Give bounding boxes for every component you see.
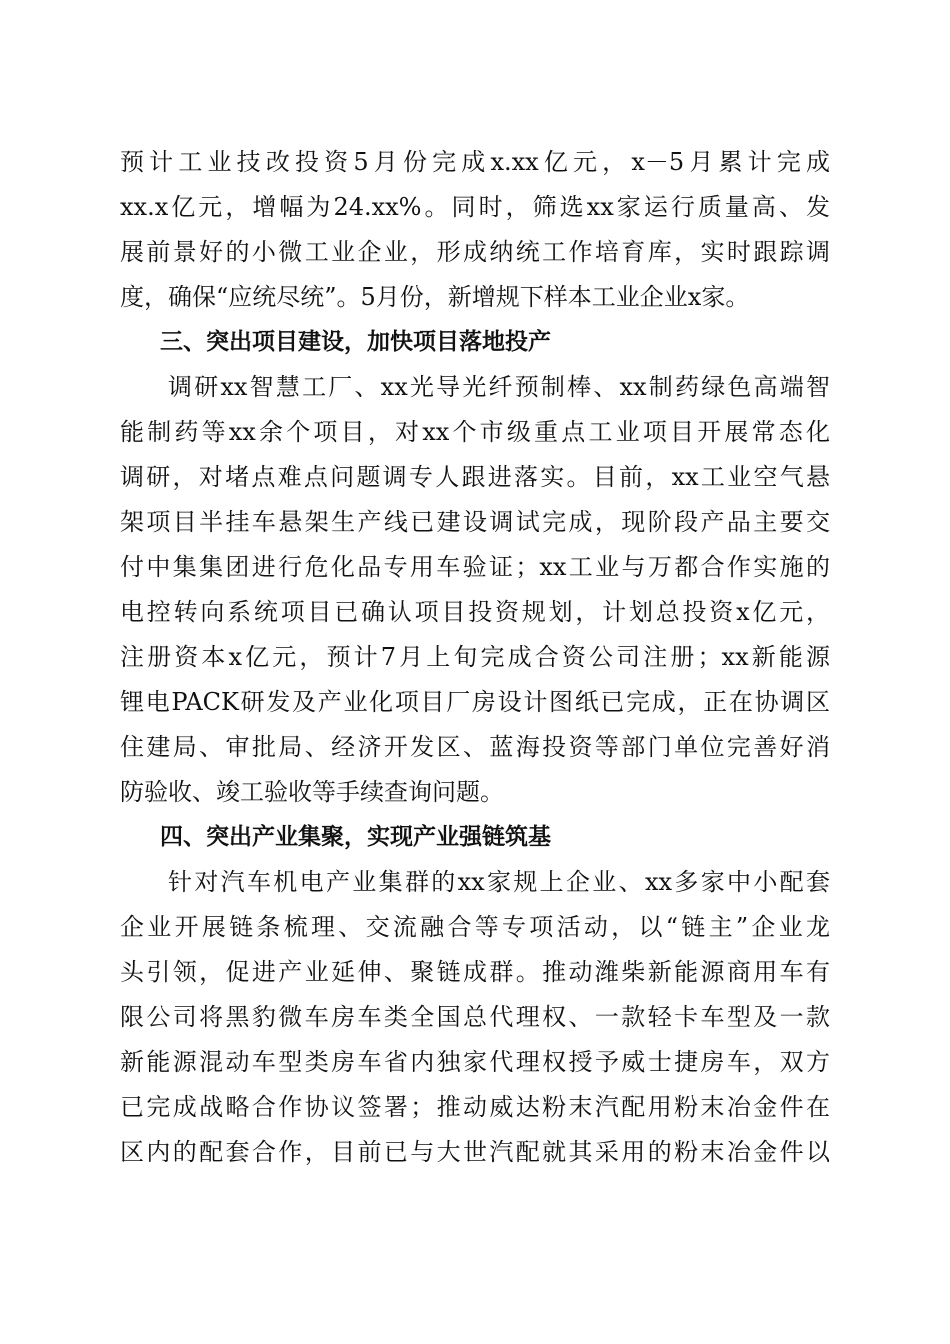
text-line: 电控转向系统项目已确认项目投资规划，计划总投资x亿元，	[120, 598, 830, 626]
text-line: 预计工业技改投资5月份完成x.xx亿元，x－5月累计完成	[120, 148, 830, 176]
text-line: 企业开展链条梳理、交流融合等专项活动，以“链主”企业龙	[120, 913, 830, 941]
text-line: 限公司将黑豹微车房车类全国总代理权、一款轻卡车型及一款	[120, 1003, 830, 1031]
text-line: 区内的配套合作，目前已与大世汽配就其采用的粉末冶金件以	[120, 1138, 830, 1166]
text-line: 调研，对堵点难点问题调专人跟进落实。目前，xx工业空气悬	[120, 463, 830, 491]
text-line: 能制药等xx余个项目，对xx个市级重点工业项目开展常态化	[120, 418, 830, 446]
section-heading-4: 四、突出产业集聚，实现产业强链筑基	[160, 824, 551, 850]
paragraph-projects	[120, 365, 830, 815]
section-heading-3: 三、突出项目建设，加快项目落地投产	[160, 329, 551, 355]
paragraph-investment	[120, 140, 830, 320]
text-line: 新能源混动车型类房车省内独家代理权授予威士捷房车，双方	[120, 1048, 830, 1076]
text-line: 展前景好的小微工业企业，形成纳统工作培育库，实时跟踪调	[120, 238, 830, 266]
text-line: 住建局、审批局、经济开发区、蓝海投资等部门单位完善好消	[120, 733, 830, 761]
text-line: 度，确保“应统尽统”。5月份，新增规下样本工业企业x家。	[120, 283, 750, 311]
text-line: 防验收、竣工验收等手续查询问题。	[120, 778, 504, 806]
text-line: 架项目半挂车悬架生产线已建设调试完成，现阶段产品主要交	[120, 508, 830, 536]
text-line: xx.x亿元，增幅为24.xx%。同时，筛选xx家运行质量高、发	[120, 193, 830, 221]
text-line: 头引领，促进产业延伸、聚链成群。推动潍柴新能源商用车有	[120, 958, 830, 986]
text-line: 调研xx智慧工厂、xx光导光纤预制棒、xx制药绿色高端智	[168, 373, 830, 401]
paragraph-industry-cluster	[120, 860, 830, 1175]
text-line: 锂电PACK研发及产业化项目厂房设计图纸已完成，正在协调区	[120, 688, 830, 716]
text-line: 已完成战略合作协议签署；推动威达粉末汽配用粉末冶金件在	[120, 1093, 830, 1121]
text-line: 付中集集团进行危化品专用车验证；xx工业与万都合作实施的	[120, 553, 830, 581]
text-line: 注册资本x亿元，预计7月上旬完成合资公司注册；xx新能源	[120, 643, 830, 671]
text-line: 针对汽车机电产业集群的xx家规上企业、xx多家中小配套	[168, 868, 830, 896]
